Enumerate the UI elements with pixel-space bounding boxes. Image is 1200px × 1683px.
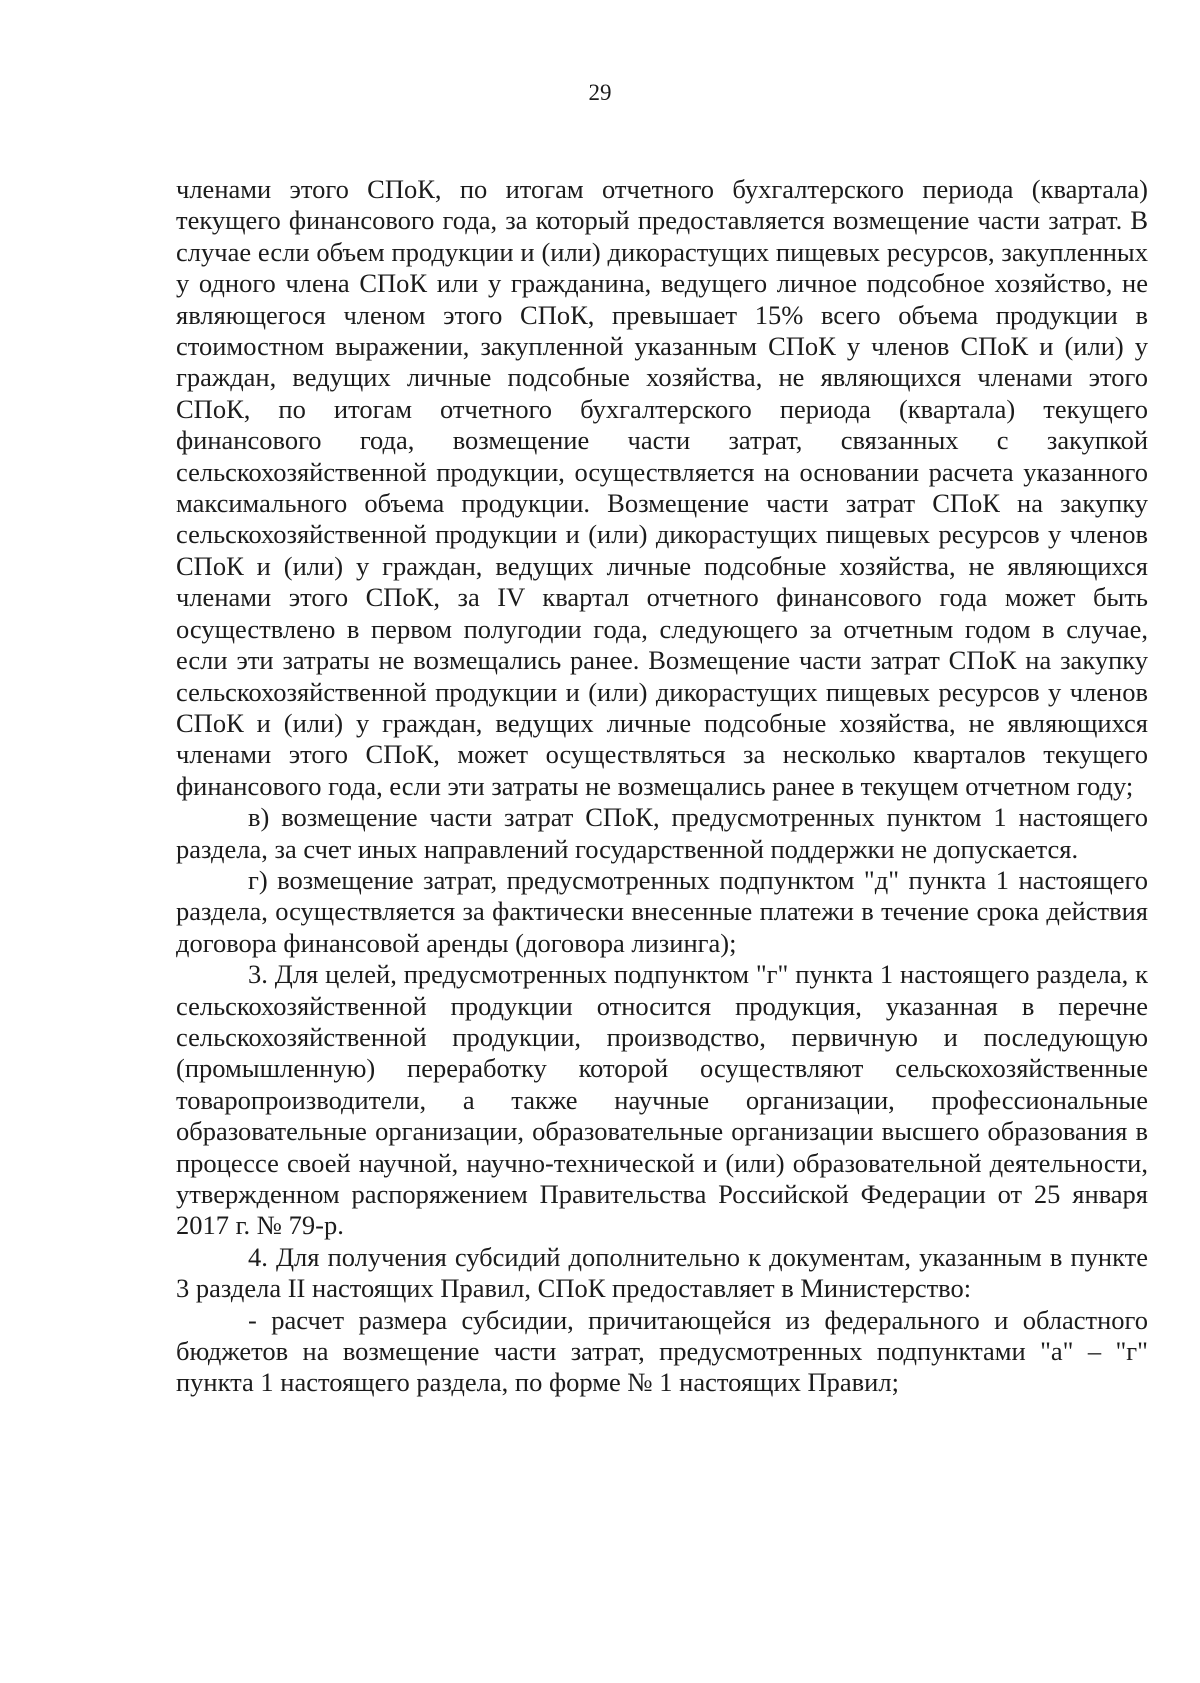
paragraph-continuation: членами этого СПоК, по итогам отчетного бухгалтерского периода (квартала) текущего финансового года, за который предоставляется возмещение части затрат. В случае если объем продукции и (или) дикорастущих пищевых ресурсов, закупленных у одного члена СПоК или у гражданина, ведущего личное подсобное хозяйство, не являющегося членом этого СПоК, превышает 15% всего объема продукции в стоимостном выражении, закупленной указанным СПоК у членов СПоК и (или) у граждан, ведущих личные подсобные хозяйства, не являющихся членами этого СПоК, по итогам отчетного бухгалтерского периода (квартала) текущего финансового года, возмещение части затрат, связанных с закупкой сельскохозяйственной продукции, осуществляется на основании расчета указанного максимального объема продукции. Возмещение части затрат СПоК на закупку сельскохозяйственной продукции и (или) дикорастущих пищевых ресурсов у членов СПоК и (или) у граждан, ведущих личные подсобные хозяйства, не являющихся членами этого СПоК, за IV квартал отчетного финансового года может быть осуществлено в первом полугодии года, следующего за отчетным годом в случае, если эти затраты не возмещались ранее. Возмещение части затрат СПоК на закупку сельскохозяйственной продукции и (или) дикорастущих пищевых ресурсов у членов СПоК и (или) у граждан, ведущих личные подсобные хозяйства, не являющихся членами этого СПоК, может осуществляться за несколько кварталов текущего финансового года, если эти затраты не возмещались ранее в текущем отчетном году; [176,174,1148,801]
paragraph-list-item: - расчет размера субсидии, причитающейся из федерального и областного бюджетов на возмещение части затрат, предусмотренных подпунктами "а" – "г" пункта 1 настоящего раздела, по форме № 1 настоящих Правил; [176,1304,1148,1398]
document-body [176,174,1148,1399]
paragraph-item-4: 4. Для получения субсидий дополнительно к документам, указанным в пункте 3 раздела II настоящих Правил, СПоК предоставляет в Министерство: [176,1241,1148,1304]
paragraph-item-3: 3. Для целей, предусмотренных подпунктом "г" пункта 1 настоящего раздела, к сельскохозяйственной продукции относится продукция, указанная в перечне сельскохозяйственной продукции, производство, первичную и последующую (промышленную) переработку которой осуществляют сельскохозяйственные товаропроизводители, а также научные организации, профессиональные образовательные организации, образовательные организации высшего образования в процессе своей научной, научно-технической и (или) образовательной деятельности, утвержденном распоряжением Правительства Российской Федерации от 25 января 2017 г. № 79-р. [176,959,1148,1241]
page-number: 29 [588,80,612,105]
paragraph-subitem-v: в) возмещение части затрат СПоК, предусмотренных пунктом 1 настоящего раздела, за счет иных направлений государственной поддержки не допускается. [176,802,1148,864]
paragraph-subitem-g: г) возмещение затрат, предусмотренных подпунктом "д" пункта 1 настоящего раздела, осуществляется за фактически внесенные платежи в течение срока действия договора финансовой аренды (договора лизинга); [176,864,1148,958]
